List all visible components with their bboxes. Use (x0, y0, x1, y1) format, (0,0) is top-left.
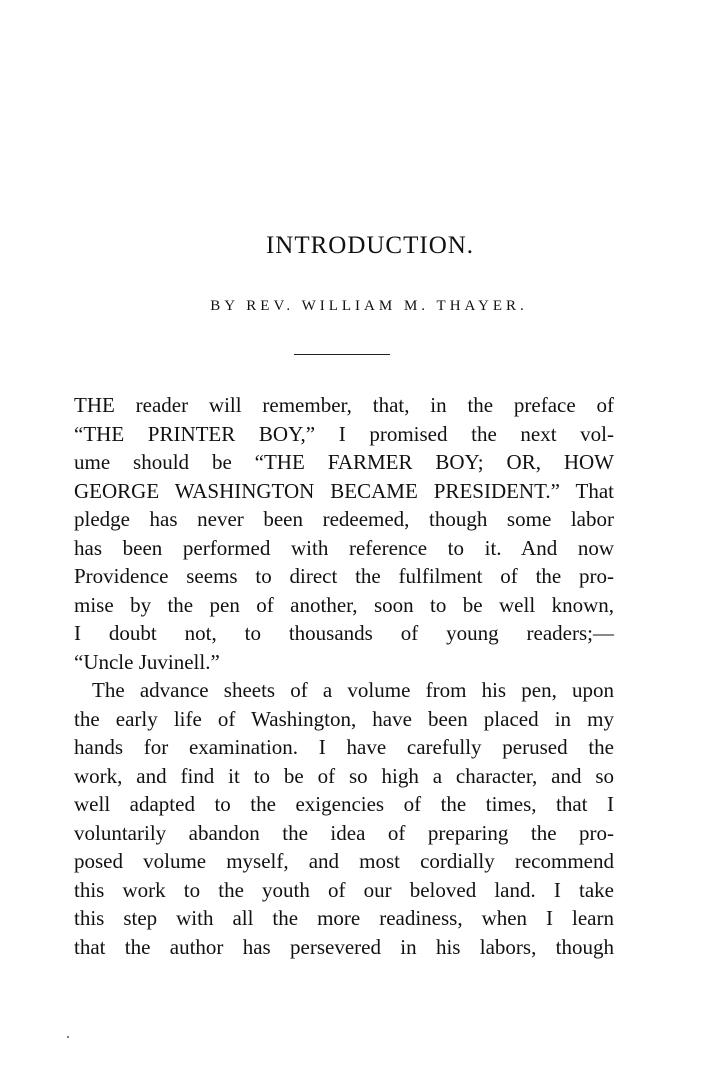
text-line: this work to the youth of our beloved land. I take (74, 877, 614, 902)
text-line: posed volume myself, and most cordially recommend (74, 849, 614, 873)
text-line: voluntarily abandon the idea of preparing the pro- (74, 820, 614, 845)
text-line: The advance sheets of a volume from his pen, upon (92, 678, 614, 702)
chapter-heading: INTRODUCTION. (265, 232, 475, 259)
section-divider (294, 354, 390, 355)
text-line: “Uncle Juvinell.” (74, 649, 220, 674)
text-line: Providence seems to direct the fulfilment of the pro- (74, 564, 614, 588)
text-line: well adapted to the exigencies of the times, that I (74, 792, 614, 816)
text-line: ume should be “THE FARMER BOY; OR, HOW (74, 450, 614, 474)
text-line: “THE PRINTER BOY,” I promised the next vol- (74, 421, 614, 446)
text-line: the early life of Washington, have been placed in my (74, 706, 614, 731)
author-byline: BY REV. WILLIAM M. THAYER. (210, 298, 528, 314)
text-line: has been performed with reference to it. And now (74, 535, 614, 560)
text-line: mise by the pen of another, soon to be well known, (74, 592, 614, 617)
text-line: hands for examination. I have carefully perused the (74, 735, 614, 759)
text-line: this step with all the more readiness, when I learn (74, 906, 614, 930)
text-line: work, and find it to be of so high a character, and so (74, 763, 614, 788)
text-line: I doubt not, to thousands of young readers;— (74, 621, 614, 645)
text-line: GEORGE WASHINGTON BECAME PRESIDENT.” That (74, 478, 614, 503)
text-line: that the author has persevered in his labors, though (74, 934, 614, 959)
print-speck (67, 1036, 69, 1038)
text-line: pledge has never been redeemed, though some labor (74, 507, 614, 531)
text-line: THE reader will remember, that, in the preface of (74, 393, 614, 417)
body-text (74, 391, 614, 961)
